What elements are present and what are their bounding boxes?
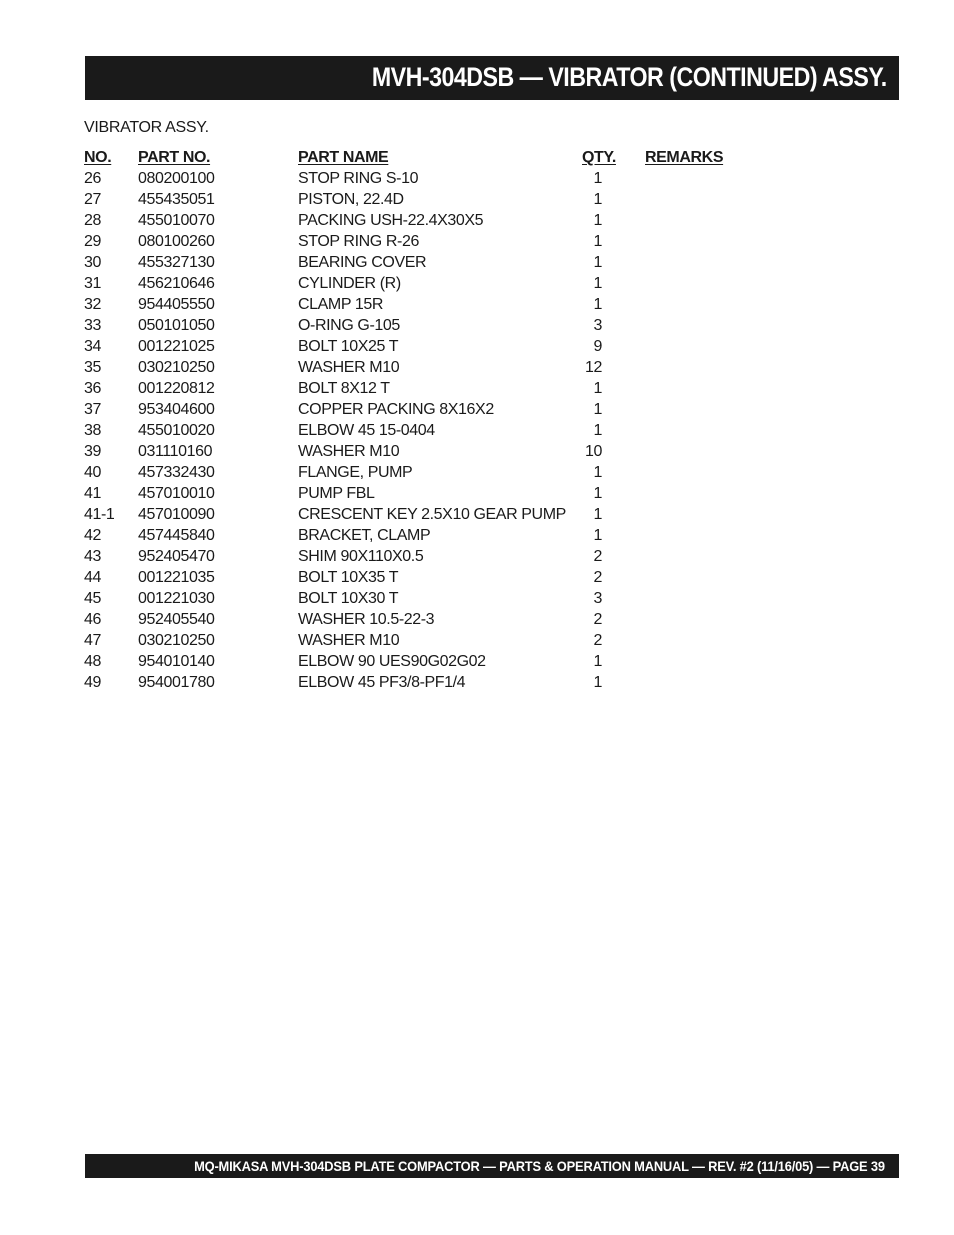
table-header-row xyxy=(84,147,784,168)
cell-part-name: ELBOW 45 15-0404 xyxy=(298,422,435,439)
table-row xyxy=(84,399,784,420)
cell-no: 40 xyxy=(84,464,101,481)
cell-part-name: PISTON, 22.4D xyxy=(298,191,404,208)
cell-no: 43 xyxy=(84,548,101,565)
cell-part-no: 455435051 xyxy=(138,191,215,208)
cell-qty: 1 xyxy=(593,296,602,313)
cell-part-no: 455010020 xyxy=(138,422,215,439)
cell-part-name: ELBOW 45 PF3/8-PF1/4 xyxy=(298,674,466,691)
cell-part-no: 455010070 xyxy=(138,212,215,229)
table-row xyxy=(84,420,784,441)
cell-qty: 1 xyxy=(593,422,602,439)
cell-no: 33 xyxy=(84,317,101,334)
table-row xyxy=(84,315,784,336)
cell-part-name: COPPER PACKING 8X16X2 xyxy=(298,401,494,418)
cell-part-name: FLANGE, PUMP xyxy=(298,464,413,481)
table-row xyxy=(84,357,784,378)
cell-no: 44 xyxy=(84,569,101,586)
cell-part-name: WASHER M10 xyxy=(298,632,400,649)
cell-qty: 2 xyxy=(593,569,602,586)
cell-part-no: 031110160 xyxy=(138,443,213,460)
table-row xyxy=(84,168,784,189)
table-row xyxy=(84,504,784,525)
cell-part-name: WASHER M10 xyxy=(298,443,400,460)
cell-no: 32 xyxy=(84,296,101,313)
cell-part-no: 080200100 xyxy=(138,170,215,187)
table-row xyxy=(84,462,784,483)
cell-qty: 2 xyxy=(593,548,602,565)
cell-no: 35 xyxy=(84,359,101,376)
cell-part-name: O-RING G-105 xyxy=(298,317,400,334)
table-row xyxy=(84,672,784,693)
cell-part-no: 457010090 xyxy=(138,506,215,523)
column-header-remarks: REMARKS xyxy=(645,149,724,166)
cell-no: 30 xyxy=(84,254,101,271)
cell-part-no: 080100260 xyxy=(138,233,215,250)
table-row xyxy=(84,231,784,252)
cell-qty: 1 xyxy=(593,191,602,208)
cell-qty: 9 xyxy=(593,338,602,355)
cell-qty: 1 xyxy=(593,212,602,229)
cell-no: 48 xyxy=(84,653,101,670)
cell-qty: 2 xyxy=(593,611,602,628)
cell-part-no: 001221030 xyxy=(138,590,215,607)
cell-qty: 1 xyxy=(593,506,602,523)
cell-no: 47 xyxy=(84,632,101,649)
section-label: VIBRATOR ASSY. xyxy=(84,119,209,136)
cell-part-name: BOLT 10X35 T xyxy=(298,569,399,586)
table-row xyxy=(84,378,784,399)
cell-no: 42 xyxy=(84,527,101,544)
cell-no: 36 xyxy=(84,380,101,397)
cell-no: 39 xyxy=(84,443,101,460)
cell-part-name: CLAMP 15R xyxy=(298,296,384,313)
table-row xyxy=(84,483,784,504)
table-row xyxy=(84,273,784,294)
footer-bar xyxy=(85,1154,899,1178)
table-row xyxy=(84,252,784,273)
table-row xyxy=(84,525,784,546)
cell-no: 29 xyxy=(84,233,101,250)
cell-no: 31 xyxy=(84,275,101,292)
cell-qty: 1 xyxy=(593,464,602,481)
cell-no: 41 xyxy=(84,485,101,502)
cell-no: 46 xyxy=(84,611,101,628)
table-row xyxy=(84,588,784,609)
cell-part-no: 953404600 xyxy=(138,401,215,418)
table-row xyxy=(84,567,784,588)
cell-qty: 1 xyxy=(593,401,602,418)
table-row xyxy=(84,189,784,210)
table-row xyxy=(84,336,784,357)
cell-part-name: BOLT 10X30 T xyxy=(298,590,399,607)
cell-no: 41-1 xyxy=(84,506,115,523)
cell-part-no: 457445840 xyxy=(138,527,215,544)
title-bar xyxy=(85,56,899,100)
cell-part-name: BEARING COVER xyxy=(298,254,427,271)
cell-part-no: 954010140 xyxy=(138,653,215,670)
cell-qty: 12 xyxy=(585,359,602,376)
cell-part-no: 030210250 xyxy=(138,632,215,649)
cell-no: 28 xyxy=(84,212,101,229)
page-title: MVH-304DSB — VIBRATOR (CONTINUED) ASSY. xyxy=(372,62,887,92)
cell-qty: 1 xyxy=(593,170,602,187)
cell-qty: 1 xyxy=(593,233,602,250)
cell-no: 26 xyxy=(84,170,101,187)
cell-part-name: CRESCENT KEY 2.5X10 GEAR PUMP xyxy=(298,506,566,523)
cell-part-no: 457010010 xyxy=(138,485,215,502)
cell-part-name: ELBOW 90 UES90G02G02 xyxy=(298,653,486,670)
cell-part-name: BRACKET, CLAMP xyxy=(298,527,431,544)
cell-part-no: 001221025 xyxy=(138,338,215,355)
cell-part-name: STOP RING R-26 xyxy=(298,233,419,250)
cell-qty: 2 xyxy=(593,632,602,649)
cell-part-name: PUMP FBL xyxy=(298,485,375,502)
table-body xyxy=(84,168,784,693)
cell-part-name: BOLT 8X12 T xyxy=(298,380,390,397)
cell-qty: 1 xyxy=(593,527,602,544)
column-header-part-no: PART NO. xyxy=(138,149,211,166)
cell-qty: 1 xyxy=(593,275,602,292)
cell-part-name: CYLINDER (R) xyxy=(298,275,401,292)
table-row xyxy=(84,294,784,315)
cell-part-no: 001221035 xyxy=(138,569,215,586)
cell-part-name: BOLT 10X25 T xyxy=(298,338,399,355)
cell-qty: 3 xyxy=(593,317,602,334)
column-header-no: NO. xyxy=(84,149,112,166)
table-row xyxy=(84,441,784,462)
table-row xyxy=(84,210,784,231)
cell-part-name: SHIM 90X110X0.5 xyxy=(298,548,424,565)
cell-part-no: 050101050 xyxy=(138,317,215,334)
cell-part-name: WASHER M10 xyxy=(298,359,400,376)
column-header-qty: QTY. xyxy=(582,149,616,166)
cell-part-no: 030210250 xyxy=(138,359,215,376)
cell-no: 45 xyxy=(84,590,101,607)
column-header-part-name: PART NAME xyxy=(298,149,389,166)
table-row xyxy=(84,609,784,630)
cell-part-no: 954405550 xyxy=(138,296,215,313)
cell-qty: 1 xyxy=(593,380,602,397)
cell-no: 27 xyxy=(84,191,101,208)
cell-qty: 1 xyxy=(593,485,602,502)
cell-no: 34 xyxy=(84,338,101,355)
cell-qty: 10 xyxy=(585,443,602,460)
cell-qty: 1 xyxy=(593,674,602,691)
cell-no: 49 xyxy=(84,674,101,691)
table-row xyxy=(84,546,784,567)
cell-part-name: STOP RING S-10 xyxy=(298,170,419,187)
cell-qty: 1 xyxy=(593,653,602,670)
cell-part-no: 457332430 xyxy=(138,464,215,481)
table-row xyxy=(84,651,784,672)
cell-part-no: 952405470 xyxy=(138,548,215,565)
cell-part-no: 954001780 xyxy=(138,674,215,691)
cell-part-name: PACKING USH-22.4X30X5 xyxy=(298,212,484,229)
cell-part-no: 952405540 xyxy=(138,611,215,628)
cell-no: 37 xyxy=(84,401,101,418)
parts-table xyxy=(84,147,784,693)
cell-part-no: 001220812 xyxy=(138,380,215,397)
footer-text: MQ-MIKASA MVH-304DSB PLATE COMPACTOR — PARTS & OPERATION MANUAL — REV. #2 (11/16/05) — PAGE 39 xyxy=(194,1158,885,1174)
cell-part-name: WASHER 10.5-22-3 xyxy=(298,611,435,628)
cell-qty: 3 xyxy=(593,590,602,607)
cell-qty: 1 xyxy=(593,254,602,271)
cell-part-no: 455327130 xyxy=(138,254,215,271)
table-row xyxy=(84,630,784,651)
cell-no: 38 xyxy=(84,422,101,439)
cell-part-no: 456210646 xyxy=(138,275,215,292)
